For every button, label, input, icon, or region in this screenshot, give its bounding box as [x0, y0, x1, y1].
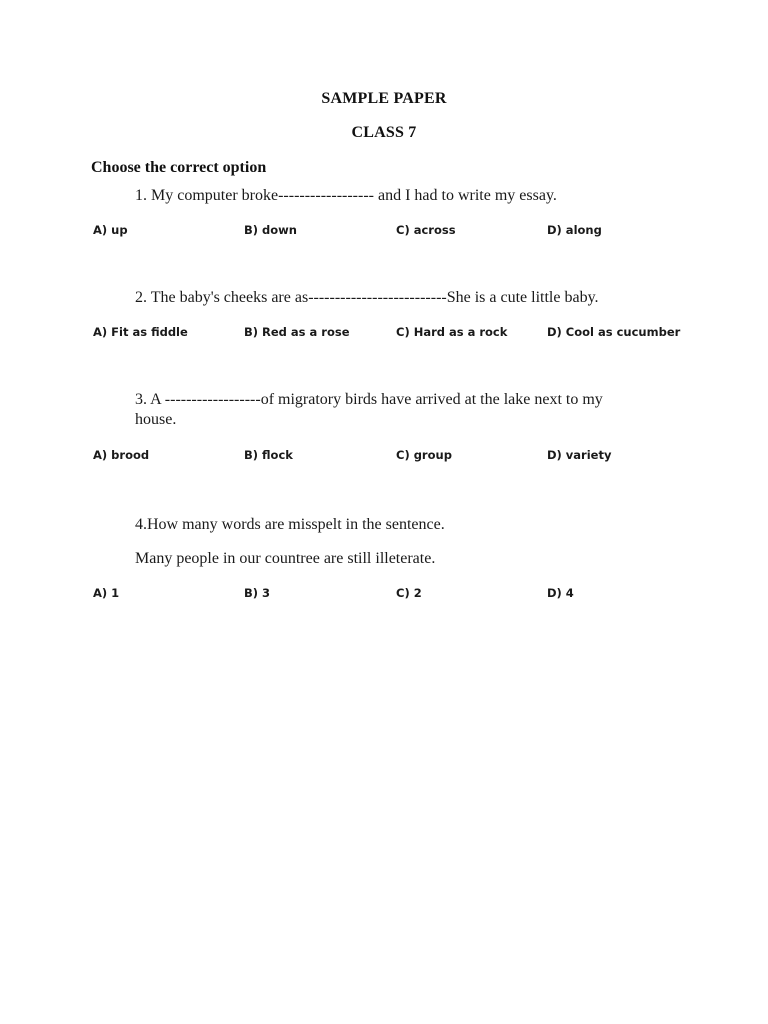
instruction-heading: Choose the correct option: [91, 159, 267, 176]
question-2-option-a: A) Fit as fiddle: [93, 325, 188, 339]
question-2-text: 2. The baby's cheeks are as--------------------------She is a cute little baby.: [135, 289, 599, 306]
question-3-option-c: C) group: [396, 448, 452, 462]
paper-title: SAMPLE PAPER: [321, 90, 447, 107]
question-4-text: 4.How many words are misspelt in the sentence.: [135, 516, 445, 533]
question-1-option-d: D) along: [547, 223, 602, 237]
question-4-option-d: D) 4: [547, 586, 574, 600]
question-4-sentence: Many people in our countree are still illeterate.: [135, 550, 436, 567]
question-3-option-a: A) brood: [93, 448, 150, 462]
question-1-option-b: B) down: [244, 223, 297, 237]
class-label: CLASS 7: [351, 124, 417, 141]
question-1-text: 1. My computer broke------------------ and I had to write my essay.: [135, 187, 557, 204]
question-3-option-d: D) variety: [547, 448, 612, 462]
question-4-option-b: B) 3: [244, 586, 271, 600]
question-1-option-a: A) up: [93, 223, 128, 237]
question-2-option-b: B) Red as a rose: [244, 325, 350, 339]
question-3-text-line-1: 3. A ------------------of migratory birds have arrived at the lake next to my: [135, 391, 603, 408]
question-2-option-d: D) Cool as cucumber: [547, 325, 681, 339]
question-3-text-line-2: house.: [135, 411, 177, 428]
question-2-option-c: C) Hard as a rock: [396, 325, 508, 339]
question-4-option-c: C) 2: [396, 586, 422, 600]
question-3-option-b: B) flock: [244, 448, 293, 462]
question-4-option-a: A) 1: [93, 586, 120, 600]
question-1-option-c: C) across: [396, 223, 456, 237]
